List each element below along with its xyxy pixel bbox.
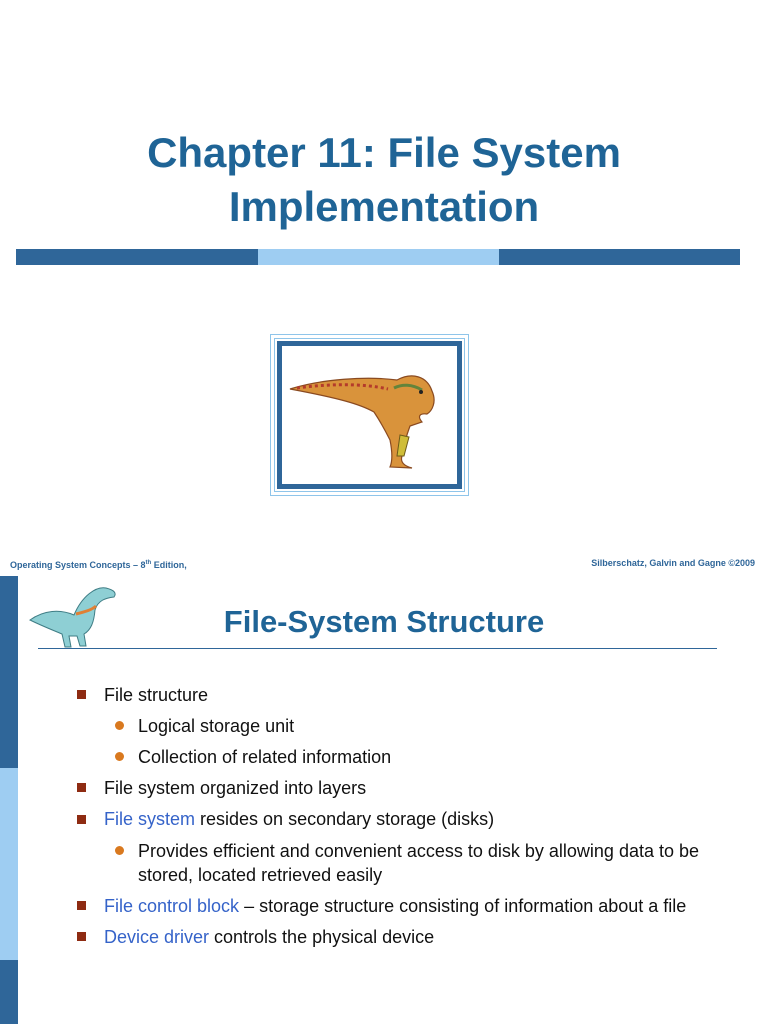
square-bullet-icon xyxy=(77,815,86,824)
square-bullet-icon xyxy=(77,901,86,910)
round-bullet-icon xyxy=(115,846,124,855)
list-item: Logical storage unit xyxy=(138,716,295,736)
footer-authors: Silberschatz, Galvin and Gagne ©2009 xyxy=(591,558,755,568)
title-band-right xyxy=(499,249,740,265)
square-bullet-icon xyxy=(77,690,86,699)
round-bullet-icon xyxy=(115,752,124,761)
left-accent-bar-bottom xyxy=(0,960,18,1024)
highlighted-term: Device driver xyxy=(104,927,210,947)
list-item: File structure xyxy=(104,685,209,705)
highlighted-term: File system xyxy=(104,809,196,829)
title-band-left xyxy=(16,249,258,265)
list-item: File system resides on secondary storage (disks) xyxy=(104,809,495,829)
highlighted-term: File control block xyxy=(104,896,240,916)
left-accent-bar-middle xyxy=(0,768,18,960)
list-item: Collection of related information xyxy=(138,747,392,767)
square-bullet-icon xyxy=(77,783,86,792)
footer-book-title: Operating System Concepts – 8th Edition, xyxy=(10,560,187,570)
slide-heading: File-System Structure xyxy=(223,604,545,639)
dinosaur-picture-frame xyxy=(270,334,469,496)
round-bullet-icon xyxy=(115,721,124,730)
list-item: File system organized into layers xyxy=(104,778,367,798)
title-band-middle xyxy=(258,249,499,265)
list-item: Device driver controls the physical device xyxy=(104,927,435,947)
page-title: Chapter 11: File System Implementation xyxy=(147,129,621,230)
square-bullet-icon xyxy=(77,932,86,941)
heading-rule xyxy=(38,648,717,649)
list-item: File control block – storage structure consisting of information about a file xyxy=(104,896,687,916)
dinosaur-illustration xyxy=(282,346,458,474)
list-item: Provides efficient and convenient access to disk by allowing data to be stored, located retrieved easily xyxy=(138,841,700,885)
